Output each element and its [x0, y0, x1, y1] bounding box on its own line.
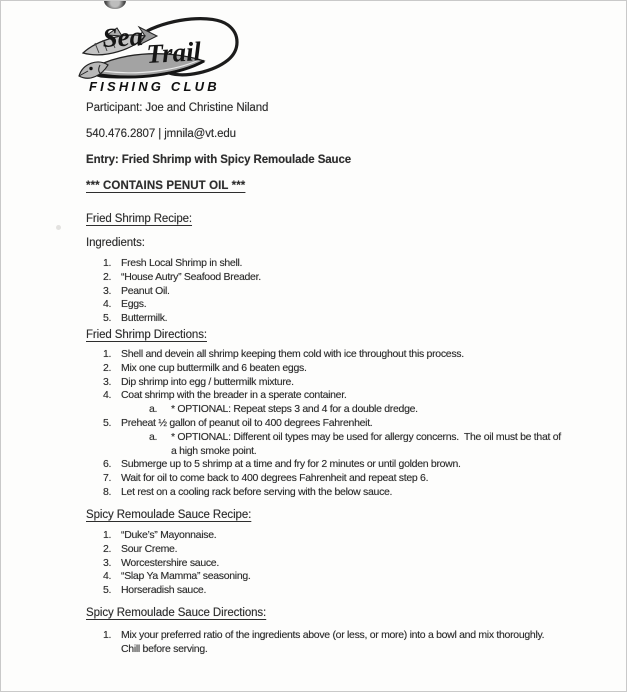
item-number: 3.: [103, 375, 112, 388]
list-item: [86, 362, 581, 376]
list-item: [86, 472, 581, 486]
subitem-text: * OPTIONAL: Repeat steps 3 and 4 for a double dredge.: [171, 403, 418, 416]
logo-subtitle: FISHING CLUB: [89, 79, 220, 94]
list-item: [86, 486, 581, 500]
club-logo: [77, 11, 241, 95]
item-number: 3.: [103, 556, 112, 569]
sauce-directions-list: [86, 629, 581, 657]
item-number: 7.: [103, 472, 112, 485]
item-number: 1.: [103, 529, 112, 541]
item-text: Mix one cup buttermilk and 6 beaten eggs.: [121, 361, 307, 374]
list-item: [86, 570, 581, 584]
entry-line: Entry: Fried Shrimp with Spicy Remoulade Sauce: [86, 154, 352, 166]
item-text: “Duke’s” Mayonnaise.: [121, 529, 217, 541]
item-text: Let rest on a cooling rack before serving with the below sauce.: [121, 485, 393, 498]
item-number: 5.: [103, 584, 112, 597]
list-subitem: [86, 431, 581, 459]
item-number: 5.: [103, 416, 112, 429]
list-item: [86, 389, 581, 403]
logo-word-trail: Trail: [145, 36, 202, 69]
ingredients-label: Ingredients:: [86, 237, 145, 249]
fishing-club-logo-graphic: [77, 11, 241, 95]
allergy-warning-line: *** CONTAINS PENUT OIL ***: [86, 180, 246, 192]
list-item: [86, 584, 581, 598]
list-subitem: [86, 403, 581, 417]
item-number: 1.: [103, 629, 112, 641]
section-heading-fried-shrimp-recipe: Fried Shrimp Recipe:: [86, 213, 193, 225]
list-item: [86, 458, 581, 472]
punch-hole-mark: [104, 0, 126, 9]
item-number: 1.: [103, 257, 112, 269]
item-text: Preheat ½ gallon of peanut oil to 400 degrees Fahrenheit.: [121, 416, 373, 429]
section-heading-sauce-recipe: Spicy Remoulade Sauce Recipe:: [86, 509, 252, 521]
participant-line: Participant: Joe and Christine Niland: [86, 102, 269, 114]
list-item: [86, 417, 581, 431]
list-item: [86, 543, 581, 557]
ingredients-list: [86, 257, 581, 326]
item-number: 5.: [103, 312, 112, 325]
list-item: [86, 348, 581, 362]
item-text: Dip shrimp into egg / buttermilk mixture.: [121, 375, 294, 388]
item-number: 2.: [103, 270, 112, 283]
item-text: “House Autry” Seafood Breader.: [121, 270, 261, 283]
section-heading-sauce-directions: Spicy Remoulade Sauce Directions:: [86, 607, 267, 619]
item-number: 4.: [103, 298, 112, 311]
list-item: [86, 629, 581, 657]
section-heading-fried-shrimp-directions: Fried Shrimp Directions:: [86, 329, 207, 341]
item-text: Horseradish sauce.: [121, 584, 207, 597]
item-number: 1.: [103, 348, 112, 360]
sauce-ingredients-list: [86, 529, 581, 598]
contact-line: 540.476.2807 | jmnila@vt.edu: [86, 128, 236, 140]
item-text: Wait for oil to come back to 400 degrees Fahrenheit and repeat step 6.: [121, 472, 429, 485]
item-text: “Slap Ya Mamma” seasoning.: [121, 570, 251, 583]
list-item: [86, 298, 581, 312]
subitem-letter: a.: [149, 430, 158, 443]
list-item: [86, 376, 581, 390]
item-number: 6.: [103, 458, 112, 471]
item-number: 4.: [103, 389, 112, 402]
item-number: 8.: [103, 485, 112, 498]
item-text: Worcestershire sauce.: [121, 556, 219, 569]
item-text: Peanut Oil.: [121, 284, 170, 297]
item-text: Buttermilk.: [121, 312, 168, 325]
list-item: [86, 257, 581, 271]
item-text: Eggs.: [121, 298, 147, 311]
list-item: [86, 312, 581, 326]
item-number: 3.: [103, 284, 112, 297]
item-number: 4.: [103, 570, 112, 583]
list-item: [86, 271, 581, 285]
subitem-text: * OPTIONAL: Different oil types may be used for allergy concerns. The oil must be that of a high smoke point.: [171, 430, 564, 457]
item-text: Fresh Local Shrimp in shell.: [121, 257, 243, 269]
list-item: [86, 285, 581, 299]
item-text: Coat shrimp with the breader in a sperate container.: [121, 389, 347, 402]
subitem-letter: a.: [149, 403, 158, 416]
item-text: Mix your preferred ratio of the ingredients above (or less, or more) into a bowl and mix thoroughly. Chill before serving.: [121, 629, 550, 655]
directions-list: [86, 348, 581, 500]
list-item: [86, 529, 581, 543]
item-text: Sour Creme.: [121, 542, 178, 555]
item-number: 2.: [103, 361, 112, 374]
logo-word-sea: Sea: [101, 20, 144, 53]
list-item: [86, 557, 581, 571]
scan-artifact: [56, 225, 61, 230]
item-text: Submerge up to 5 shrimp at a time and fry for 2 minutes or until golden brown.: [121, 458, 461, 471]
item-text: Shell and devein all shrimp keeping them cold with ice throughout this process.: [121, 348, 464, 360]
item-number: 2.: [103, 542, 112, 555]
